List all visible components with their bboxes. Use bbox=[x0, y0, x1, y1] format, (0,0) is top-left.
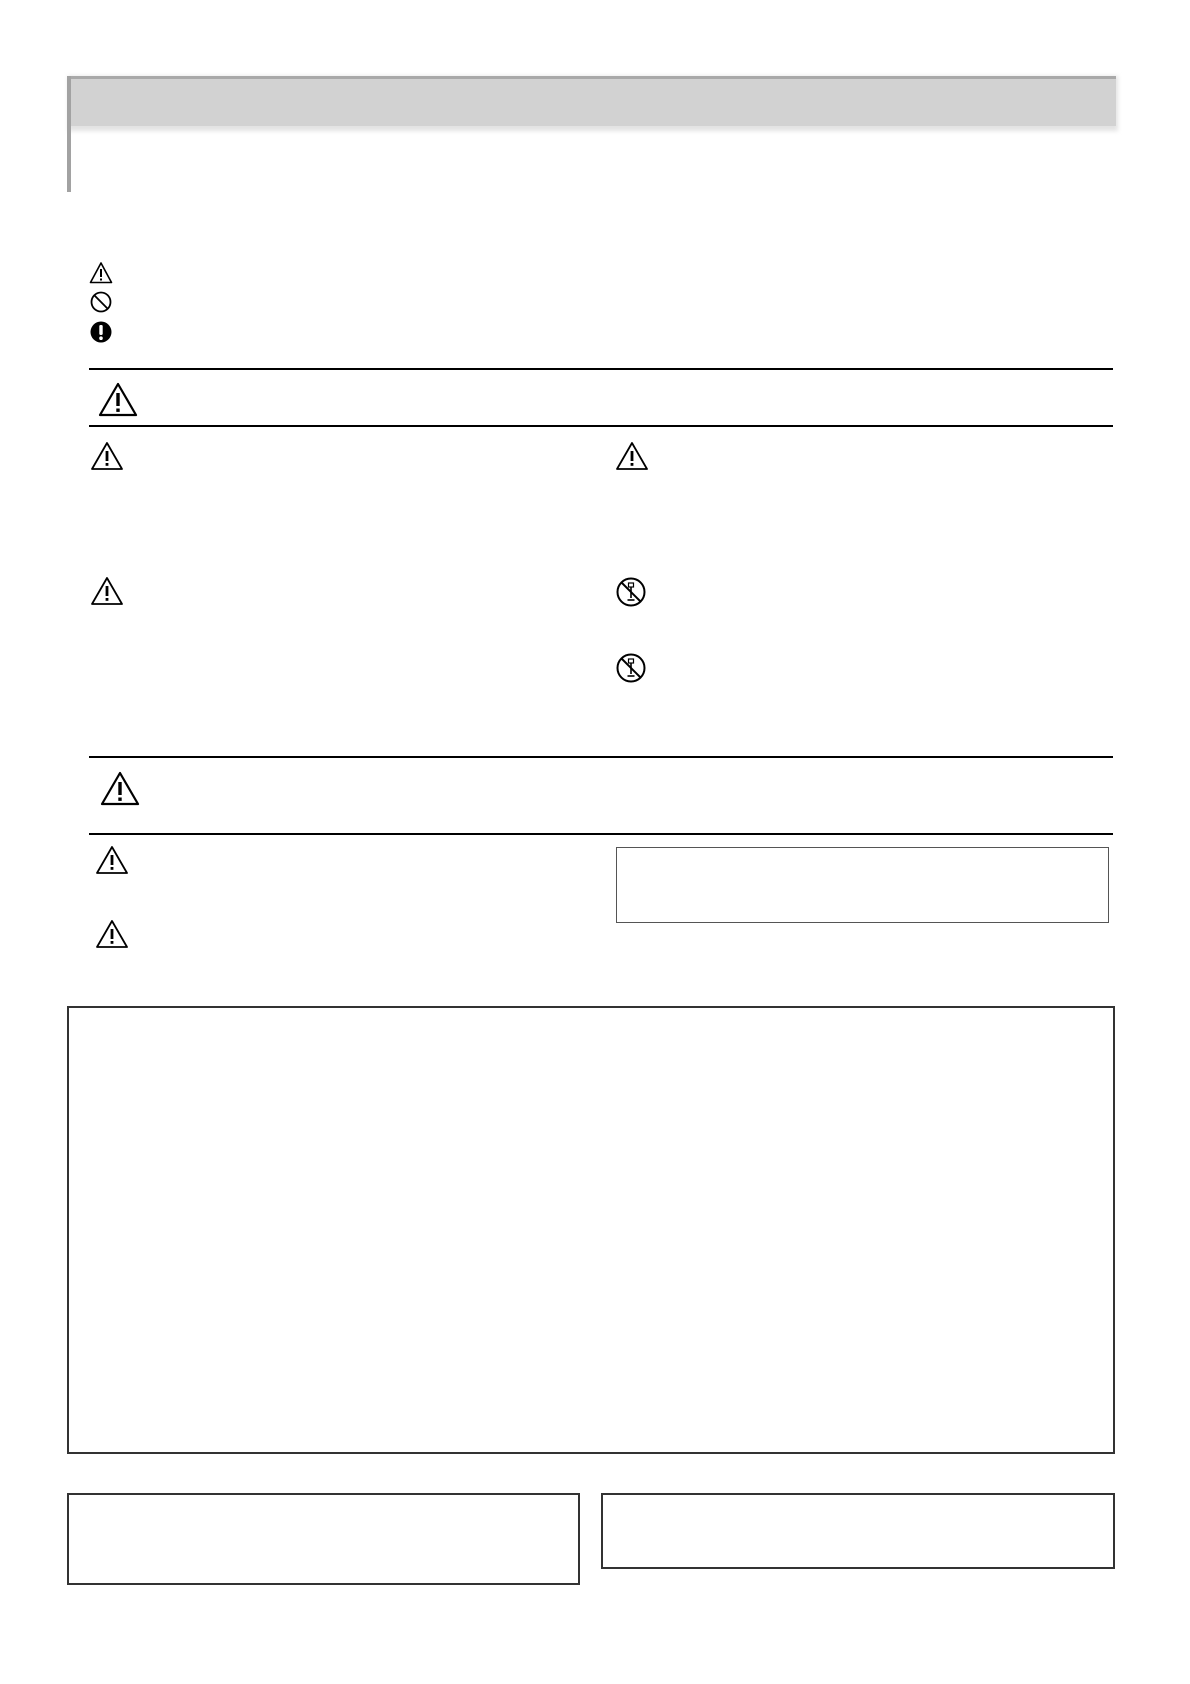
main-notice-box bbox=[67, 1006, 1115, 1454]
header-left-rule bbox=[67, 76, 71, 192]
section-one-top-rule bbox=[89, 368, 1113, 370]
page-header-banner bbox=[70, 76, 1116, 126]
do-not-disassemble-icon bbox=[615, 652, 647, 684]
do-not-disassemble-icon bbox=[615, 576, 647, 608]
caution-triangle-icon bbox=[95, 845, 129, 875]
bottom-left-box bbox=[67, 1493, 580, 1585]
caution-triangle-icon bbox=[90, 441, 124, 471]
section-one-bottom-rule bbox=[89, 425, 1113, 427]
section-two-bottom-rule bbox=[89, 833, 1113, 835]
caution-triangle-icon bbox=[95, 919, 129, 949]
caution-triangle-icon bbox=[615, 441, 649, 471]
section-two-info-box bbox=[616, 847, 1109, 923]
mandatory-exclamation-icon bbox=[89, 320, 113, 344]
prohibited-circle-icon bbox=[89, 290, 113, 314]
caution-triangle-icon bbox=[90, 576, 124, 606]
bottom-right-box bbox=[601, 1493, 1115, 1569]
section-two-top-rule bbox=[89, 756, 1113, 758]
caution-triangle-icon bbox=[100, 771, 140, 807]
caution-triangle-icon bbox=[89, 261, 113, 285]
warning-triangle-icon bbox=[98, 382, 138, 418]
